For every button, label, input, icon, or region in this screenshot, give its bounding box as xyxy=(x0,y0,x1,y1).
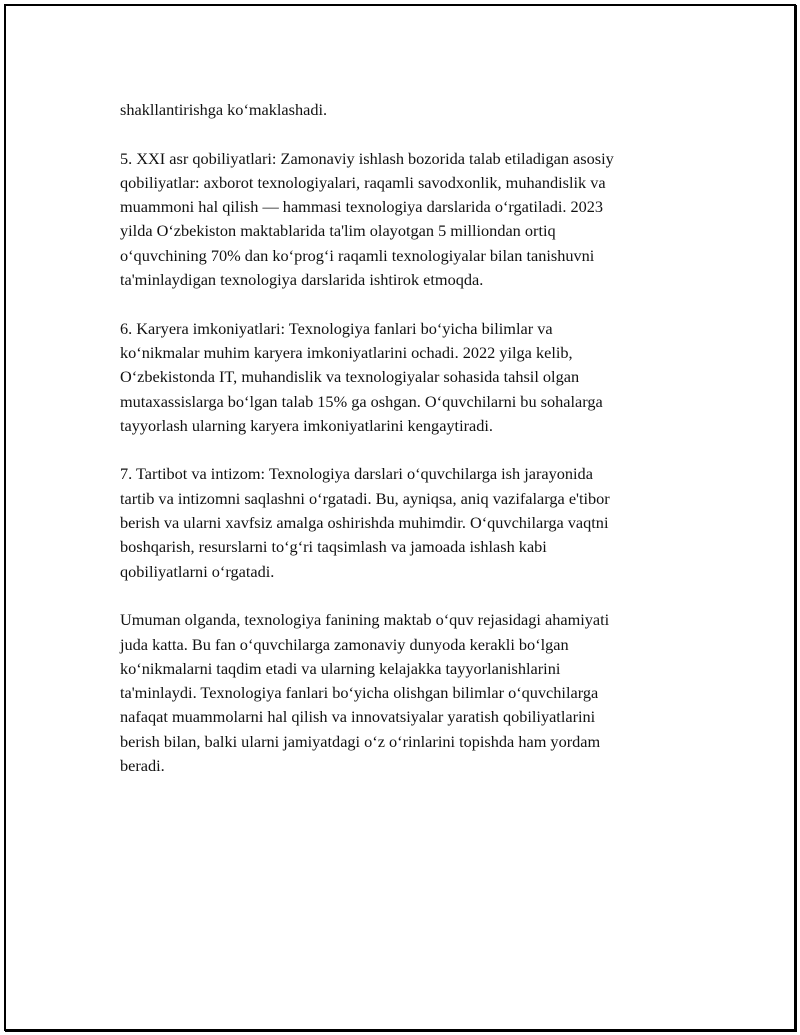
paragraph-order-and-discipline: 7. Tartibot va intizom: Texnologiya darslari o‘quvchilarga ish jarayonida tartib va intizomni saqlashni o‘rgatadi. Bu, ayniqsa, aniq vazifalarga e'tibor berish va ularni xavfsiz amalga oshirishda muhimdir. O‘quvchilarga vaqtni boshqarish, resurslarni to‘g‘ri taqsimlash va jamoada ishlash kabi qobiliyatlarni o‘rgatadi. xyxy=(120,464,610,581)
paragraph-21st-century-skills: 5. XXI asr qobiliyatlari: Zamonaviy ishlash bozorida talab etiladigan asosiy qobiliyatlar: axborot texnologiyalari, raqamli savodxonlik, muhandislik va muammoni hal qilish — hammasi texnologiya darslarida o‘rgatiladi. 2023 yilda O‘zbekiston maktablarida ta'lim olayotgan 5 milliondan ortiq o‘quvchining 70% dan ko‘prog‘i raqamli texnologiyalar bilan tanishuvni ta'minlaydigan texnologiya darslarida ishtirok etmoqda. xyxy=(120,148,614,290)
paragraph-career-opportunities: 6. Karyera imkoniyatlari: Texnologiya fanlari bo‘yicha bilimlar va ko‘nikmalar muhim karyera imkoniyatlarini ochadi. 2022 yilga kelib, O‘zbekistonda IT, muhandislik va texnologiyalar sohasida tahsil olgan mutaxassislarga bo‘lgan talab 15% ga oshgan. O‘quvchilarni bu sohalarga tayyorlash ularning karyera imkoniyatlarini kengaytiradi. xyxy=(120,318,603,435)
paragraph-continuation: shakllantirishga ko‘maklashadi. xyxy=(120,100,328,119)
document-page xyxy=(4,4,796,1031)
paragraph-conclusion: Umuman olganda, texnologiya fanining maktab o‘quv rejasidagi ahamiyati juda katta. Bu fan o‘quvchilarga zamonaviy dunyoda kerakli bo‘lgan ko‘nikmalarni taqdim etadi va ularning kelajakka tayyorlanishlarini ta'minlaydi. Texnologiya fanlari bo‘yicha olishgan bilimlar o‘quvchilarga nafaqat muammolarni hal qilish va innovatsiyalar yaratish qobiliyatlarini berish bilan, balki ularni jamiyatdagi o‘z o‘rinlarini topishda ham yordam beradi. xyxy=(120,610,610,776)
document-body xyxy=(120,98,686,778)
